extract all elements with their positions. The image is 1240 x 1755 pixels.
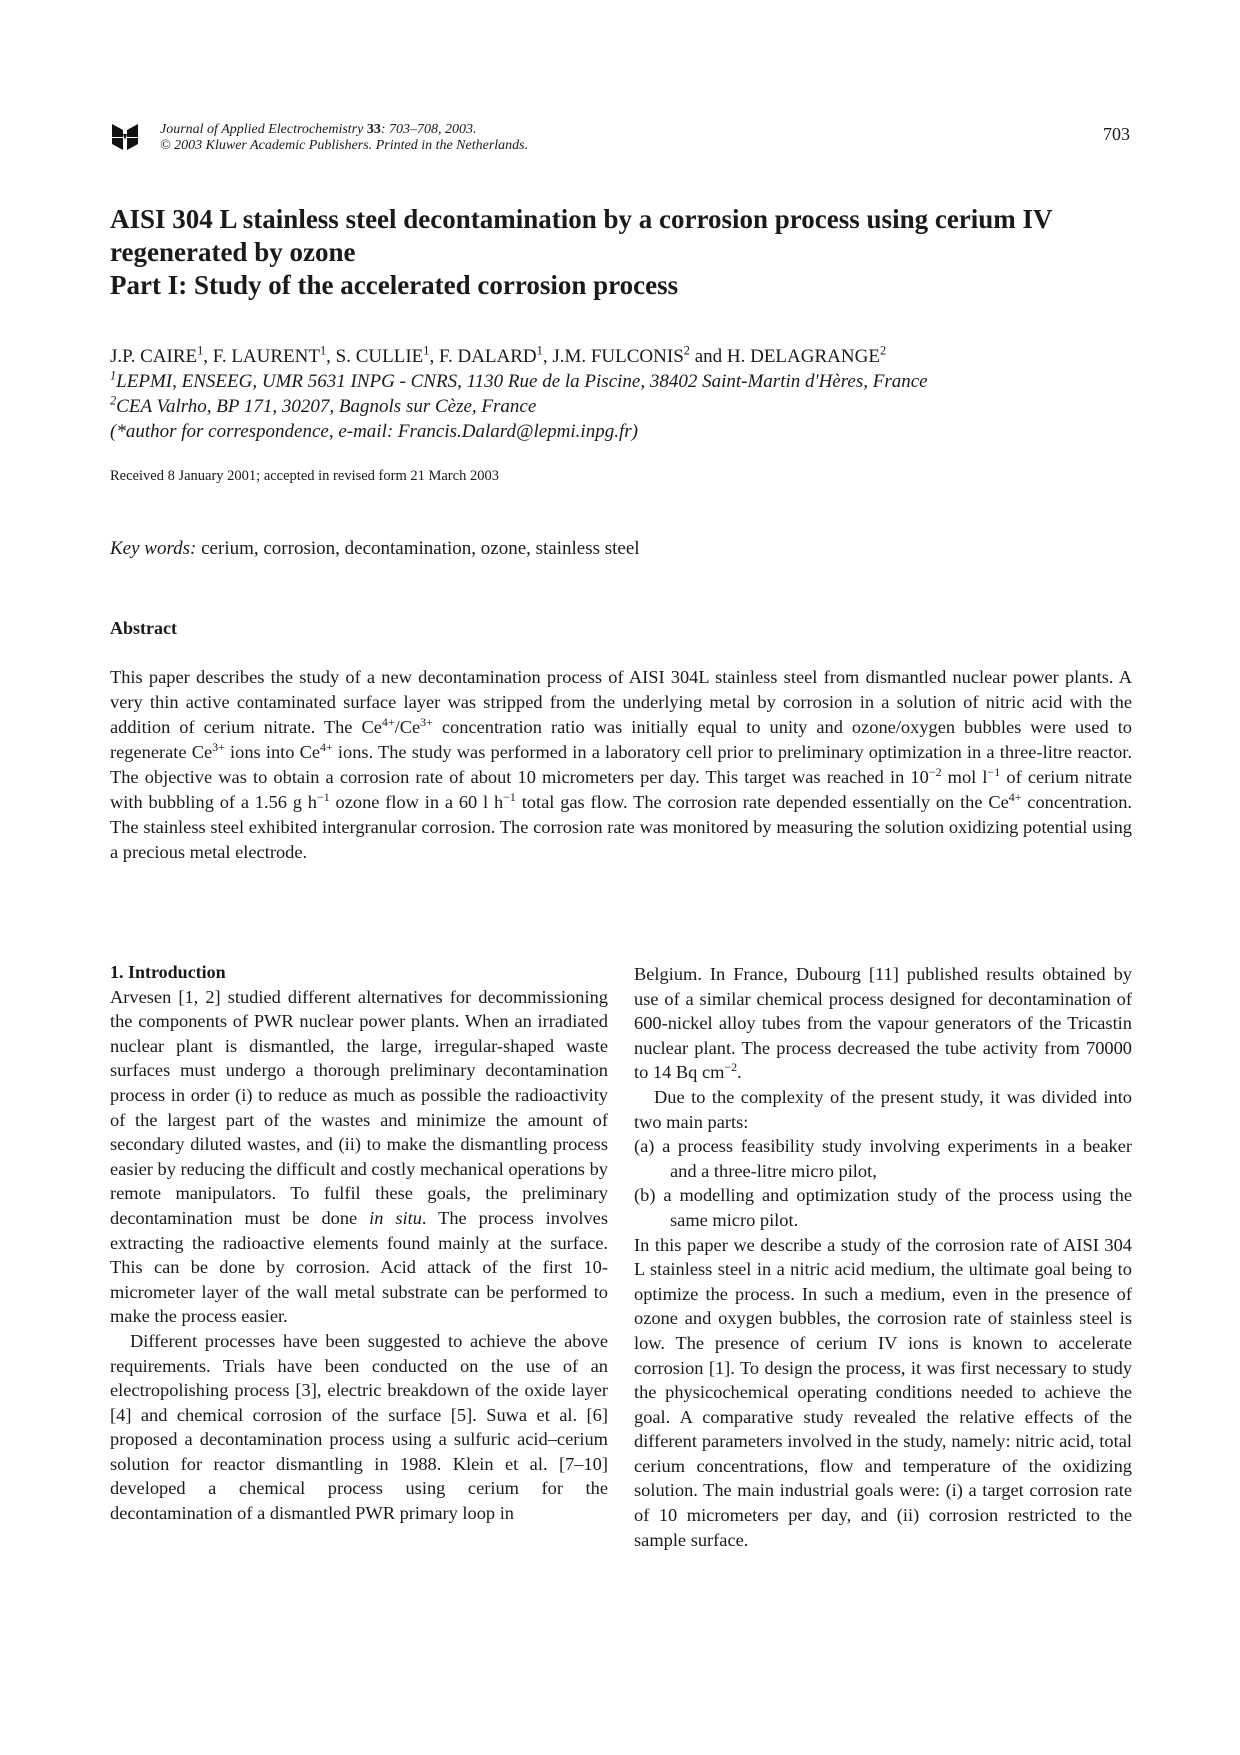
page-number: 703 <box>1103 124 1130 144</box>
author-name: , S. CULLIE <box>326 346 424 367</box>
author-name: , J.M. FULCONIS <box>542 346 684 367</box>
affiliation-text: LEPMI, ENSEEG, UMR 5631 INPG - CNRS, 1130 Rue de la Piscine, 38402 Saint-Martin d'Hères, France <box>116 371 928 392</box>
keywords-line <box>110 538 640 560</box>
correspondence-line: (*author for correspondence, e-mail: Francis.Dalard@lepmi.inpg.fr) <box>110 421 638 442</box>
received-dates: Received 8 January 2001; accepted in revised form 21 March 2003 <box>110 468 499 484</box>
affiliation-marker: 1 <box>536 343 543 358</box>
list-item-b: (b) a modelling and optimization study of the process using the same micro pilot. <box>634 1185 1132 1230</box>
right-column <box>634 962 1132 1552</box>
affiliation-marker: 1 <box>197 343 204 358</box>
intro-paragraph-3: Belgium. In France, Dubourg [11] published results obtained by use of a similar chemical process designed for decontamination of 600-nickel alloy tubes from the vapour generators of the Tricastin nuclear plant. The process decreased the tube activity from 70000 to 14 Bq $cm^{-2}$. <box>634 964 1132 1083</box>
affiliation-2 <box>110 394 1140 419</box>
author-block <box>110 344 1140 444</box>
author-name: , F. LAURENT <box>203 346 320 367</box>
affiliation-marker: 2 <box>110 393 117 408</box>
intro-paragraph-4: Due to the complexity of the present study, it was divided into two main parts: <box>634 1086 1132 1132</box>
abstract-text: This paper describes the study of a new decontamination process of AISI 304L stainless steel from dismantled nuclear power plants. A very thin active contaminated surface layer was stripped from the underlying metal by corrosion in a solution of nitric acid with the addition of cerium nitrate. The $Ce^{4+}/Ce^{3+}$ concentration ratio was initially equal to unity and ozone/oxygen bubbles were used to regenerate $Ce^{3+}$ ions into $Ce^{4+}$ ions. The study was performed in a laboratory cell prior to preliminary optimization in a three-litre reactor. The objective was to obtain a corrosion rate of about 10 micrometers per day. This target was reached in $10^{-2}$ mol $l^{-1}$ of cerium nitrate with bubbling of a 1.56 g $h^{-1}$ ozone flow in a 60 l $h^{-1}$ total gas flow. The corrosion rate depended essentially on the $Ce^{4+}$ concentration. The stainless steel exhibited intergranular corrosion. The corrosion rate was monitored by measuring the solution oxidizing potential using a precious metal electrode. <box>110 667 1132 862</box>
journal-volume: 33 <box>366 122 381 137</box>
affiliation-marker: 2 <box>683 343 690 358</box>
paper-title <box>110 203 1140 302</box>
copyright-line: © 2003 Kluwer Academic Publishers. Printed in the Netherlands. <box>160 138 529 153</box>
section-heading-introduction: 1. Introduction <box>110 962 226 982</box>
affiliation-marker: 1 <box>319 343 327 358</box>
author-name: J.P. CAIRE <box>110 346 198 367</box>
keywords-label: Key words: <box>110 538 197 559</box>
author-list <box>110 344 1140 369</box>
journal-name: Journal of Applied Electrochemistry <box>160 122 364 137</box>
intro-paragraph-5: In this paper we describe a study of the corrosion rate of AISI 304 L stainless steel in a nitric acid medium, the ultimate goal being to optimize the process. In such a medium, even in the presence of ozone and oxygen bubbles, the corrosion rate of stainless steel is low. The presence of cerium IV ions is known to accelerate corrosion [1]. To design the process, it was first necessary to study the physicochemical operating conditions needed to achieve the goal. A comparative study revealed the relative effects of the different parameters involved in the study, namely: nitric acid, total cerium concentrations, flow and temperature of the oxidizing solution. The main industrial goals were: (i) a target corrosion rate of 10 micrometers per day, and (ii) corrosion restricted to the sample surface. <box>634 1234 1132 1550</box>
author-name: and H. DELAGRANGE <box>689 346 880 367</box>
title-line-1: AISI 304 L stainless steel decontamination by a corrosion process using cerium IV <box>110 204 1053 234</box>
affiliation-marker: 1 <box>110 368 117 383</box>
title-line-3: Part I: Study of the accelerated corrosion process <box>110 270 679 300</box>
title-line-2: regenerated by ozone <box>110 237 356 267</box>
affiliation-marker: 2 <box>879 343 887 358</box>
list-item-a: (a) a process feasibility study involving experiments in a beaker and a three-litre micro pilot, <box>634 1136 1132 1181</box>
affiliation-marker: 1 <box>423 343 430 358</box>
keywords-text: cerium, corrosion, decontamination, ozone, stainless steel <box>196 538 640 559</box>
intro-paragraph-2: Different processes have been suggested to achieve the above requirements. Trials have been conducted on the use of an electropolishing process [3], electric breakdown of the oxide layer [4] and chemical corrosion of the surface [5]. Suwa et al. [6] proposed a decontamination process using a sulfuric acid–cerium solution for reactor dismantling in 1988. Klein et al. [7–10] developed a chemical process using cerium for the decontamination of a dismantled PWR primary loop in <box>110 1330 608 1524</box>
intro-paragraph-1: Arvesen [1, 2] studied different alternatives for decommissioning the components of PWR nuclear power plants. When an irradiated nuclear plant is dismantled, the large, irregular-shaped waste surfaces must undergo a thorough preliminary decontamination process in order (i) to reduce as much as possible the radioactivity of the largest part of the wastes and minimize the amount of secondary diluted wastes, and (ii) to make the dismantling process easier by reducing the difficult and costly mechanical operations by remote manipulators. To fulfil these goals, the preliminary decontamination must be done in situ. The process involves extracting the radioactive elements found mainly at the surface. This can be done by corrosion. Acid attack of the first 10-micrometer layer of the wall metal substrate can be performed to make the process easier. <box>110 986 608 1327</box>
author-name: , F. DALARD <box>429 346 537 367</box>
publisher-logo-icon <box>110 122 140 152</box>
journal-citation <box>160 122 528 154</box>
journal-pages-year: : 703–708, 2003. <box>380 122 477 137</box>
abstract-heading: Abstract <box>110 618 177 638</box>
left-column <box>110 960 608 1526</box>
affiliation-text: CEA Valrho, BP 171, 30207, Bagnols sur Cèze, France <box>116 396 537 417</box>
affiliation-1 <box>110 369 1140 394</box>
